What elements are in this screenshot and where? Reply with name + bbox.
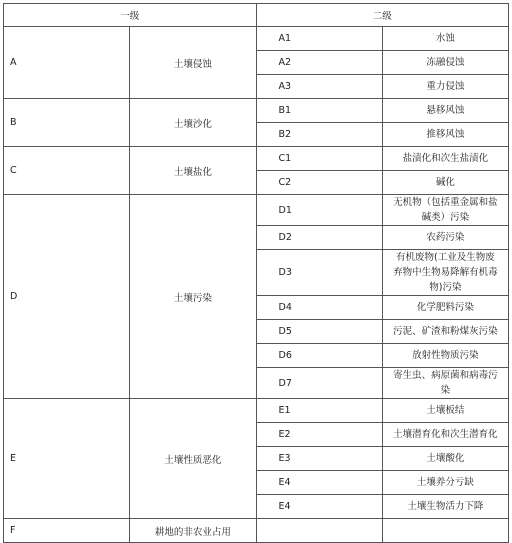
level2-desc <box>382 250 508 296</box>
level1-code: A <box>4 27 130 99</box>
level1-name: 土壤侵蚀 <box>130 27 256 99</box>
level2-code: E4 <box>256 495 382 519</box>
level1-code: E <box>4 399 130 519</box>
level2-desc-text: 放射性物质污染 <box>412 350 479 361</box>
level2-desc-text: 寄生虫、病原菌和病毒污染 <box>393 370 498 396</box>
level2-desc <box>382 195 508 226</box>
level1-name: 土壤性质恶化 <box>130 399 256 519</box>
table-row <box>4 147 509 171</box>
level2-code: D5 <box>256 320 382 344</box>
level2-code <box>256 519 382 543</box>
level1-code: F <box>4 519 130 543</box>
level2-desc <box>382 99 508 123</box>
level2-desc <box>382 171 508 195</box>
level1-name: 耕地的非农业占用 <box>130 519 256 543</box>
level2-desc-text: 农药污染 <box>426 232 465 243</box>
table-row <box>4 519 509 543</box>
level2-desc-text: 无机物（包括重金属和盐碱类）污染 <box>393 197 498 223</box>
header-level2: 二级 <box>256 4 509 27</box>
level2-desc <box>382 123 508 147</box>
level2-desc-text: 重力侵蚀 <box>426 81 465 92</box>
level2-desc <box>382 147 508 171</box>
level1-code: D <box>4 195 130 399</box>
level2-code: A1 <box>256 27 382 51</box>
level2-desc <box>382 519 508 543</box>
level2-desc <box>382 447 508 471</box>
level2-desc <box>382 495 508 519</box>
level2-desc <box>382 471 508 495</box>
level2-desc-text: 悬移风蚀 <box>426 105 465 116</box>
table-row <box>4 195 509 226</box>
level2-desc <box>382 423 508 447</box>
level2-desc-text: 水蚀 <box>435 33 455 44</box>
level2-desc-text: 土壤板结 <box>426 405 465 416</box>
table-body <box>4 27 509 543</box>
level2-desc-text: 土壤生物活力下降 <box>407 501 484 512</box>
level2-code: E3 <box>256 447 382 471</box>
level2-code: E2 <box>256 423 382 447</box>
level2-code: E1 <box>256 399 382 423</box>
level2-desc-text: 推移风蚀 <box>426 129 465 140</box>
level2-desc-text: 化学肥料污染 <box>416 302 474 313</box>
level2-code: A2 <box>256 51 382 75</box>
level2-code: D7 <box>256 368 382 399</box>
level2-code: A3 <box>256 75 382 99</box>
level2-desc-text: 土壤养分亏缺 <box>416 477 474 488</box>
level2-desc <box>382 27 508 51</box>
level2-desc <box>382 320 508 344</box>
level2-code: E4 <box>256 471 382 495</box>
header-row <box>4 4 509 27</box>
level1-name: 土壤盐化 <box>130 147 256 195</box>
table-row <box>4 99 509 123</box>
level2-code: D4 <box>256 296 382 320</box>
level2-desc <box>382 296 508 320</box>
level2-code: D6 <box>256 344 382 368</box>
level1-name: 土壤污染 <box>130 195 256 399</box>
level2-desc-text: 有机废物(工业及生物废弃物中生物易降解有机毒物)污染 <box>393 252 498 293</box>
level1-code: C <box>4 147 130 195</box>
level2-desc-text: 冻融侵蚀 <box>426 57 465 68</box>
level2-code: C2 <box>256 171 382 195</box>
level2-code: B2 <box>256 123 382 147</box>
level2-desc <box>382 344 508 368</box>
header-level1: 一级 <box>4 4 257 27</box>
level2-desc <box>382 75 508 99</box>
level2-code: C1 <box>256 147 382 171</box>
level2-code: D3 <box>256 250 382 296</box>
level2-desc <box>382 368 508 399</box>
level1-code: B <box>4 99 130 147</box>
table-row <box>4 27 509 51</box>
level2-desc-text: 污泥、矿渣和粉煤灰污染 <box>393 326 498 337</box>
level2-desc-text: 土壤潜育化和次生潜育化 <box>393 429 498 440</box>
table-row <box>4 399 509 423</box>
level2-code: D1 <box>256 195 382 226</box>
level2-desc-text: 碱化 <box>435 177 455 188</box>
level1-name: 土壤沙化 <box>130 99 256 147</box>
classification-table <box>3 3 509 543</box>
level2-code: D2 <box>256 226 382 250</box>
level2-desc <box>382 226 508 250</box>
level2-code: B1 <box>256 99 382 123</box>
level2-desc-text: 盐渍化和次生盐渍化 <box>402 153 489 164</box>
level2-desc <box>382 51 508 75</box>
level2-desc-text: 土壤酸化 <box>426 453 465 464</box>
level2-desc <box>382 399 508 423</box>
